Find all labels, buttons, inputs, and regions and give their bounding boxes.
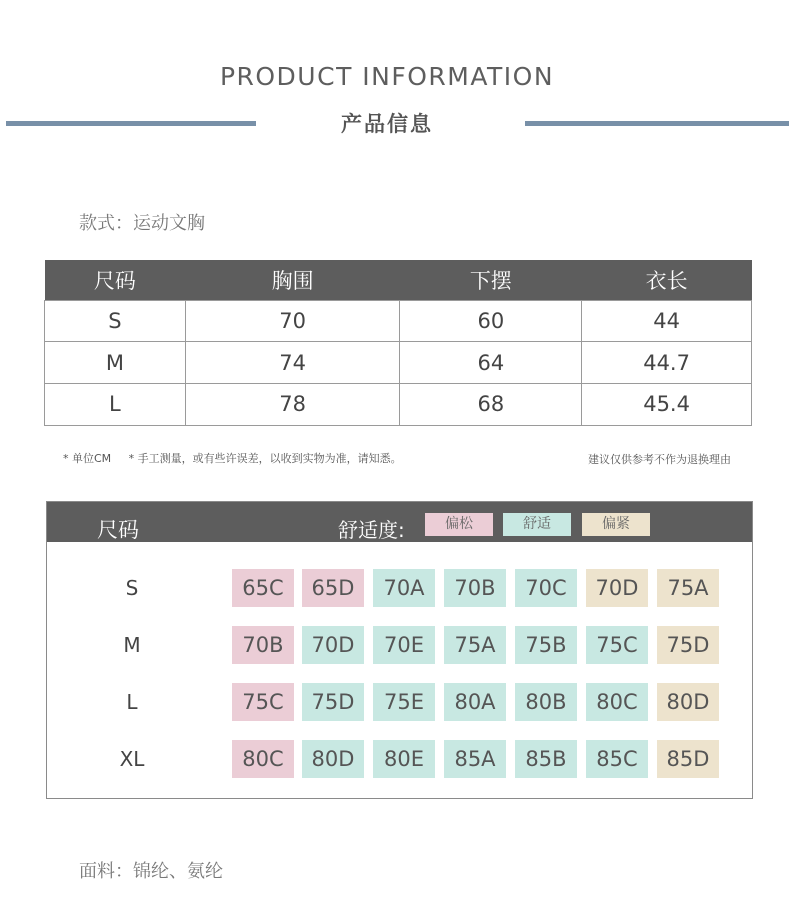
legend-tight: 偏紧 xyxy=(582,513,650,536)
decorative-line-right xyxy=(525,121,789,126)
comfort-cell: 80A xyxy=(444,683,506,721)
comfort-cell: 85C xyxy=(586,740,648,778)
comfort-row-size: XL xyxy=(119,747,145,771)
comfort-cell: 85A xyxy=(444,740,506,778)
cell-size: L xyxy=(45,383,186,425)
size-table-header xyxy=(45,260,752,300)
cell-length: 45.4 xyxy=(582,383,752,425)
cell-hem: 68 xyxy=(400,383,582,425)
cell-bust: 70 xyxy=(185,300,400,342)
comfort-cell: 80B xyxy=(515,683,577,721)
comfort-cell: 75C xyxy=(586,626,648,664)
size-table xyxy=(44,260,752,426)
comfort-cell: 75E xyxy=(373,683,435,721)
cell-bust: 74 xyxy=(185,342,400,384)
comfort-cell: 80E xyxy=(373,740,435,778)
header-length: 衣长 xyxy=(582,260,752,300)
table-row xyxy=(45,342,752,384)
comfort-cell: 80C xyxy=(232,740,294,778)
table-row xyxy=(45,300,752,342)
comfort-header xyxy=(47,502,752,542)
comfort-row-size: L xyxy=(126,690,138,714)
header-size: 尺码 xyxy=(45,260,186,300)
cell-hem: 60 xyxy=(400,300,582,342)
comfort-cell: 70E xyxy=(373,626,435,664)
comfort-level-label: 舒适度: xyxy=(338,518,405,542)
table-row xyxy=(45,383,752,425)
cell-length: 44.7 xyxy=(582,342,752,384)
comfort-cell: 70B xyxy=(232,626,294,664)
comfort-cell: 70C xyxy=(515,569,577,607)
comfort-size-label: 尺码 xyxy=(97,518,139,542)
comfort-cell: 70D xyxy=(302,626,364,664)
comfort-cell: 70A xyxy=(373,569,435,607)
comfort-cell: 75A xyxy=(657,569,719,607)
style-description: 款式：运动文胸 xyxy=(79,213,205,234)
comfort-cell: 80D xyxy=(302,740,364,778)
fabric-description: 面料：锦纶、氨纶 xyxy=(79,861,223,882)
header-hem: 下摆 xyxy=(400,260,582,300)
comfort-cell: 70B xyxy=(444,569,506,607)
unit-note: * 单位CM xyxy=(63,452,112,465)
comfort-chart xyxy=(46,501,753,799)
legend-loose: 偏松 xyxy=(425,513,493,536)
comfort-row-size: S xyxy=(125,576,139,600)
comfort-cell: 75B xyxy=(515,626,577,664)
cell-hem: 64 xyxy=(400,342,582,384)
comfort-cell: 75D xyxy=(302,683,364,721)
comfort-cell: 75D xyxy=(657,626,719,664)
comfort-cell: 80D xyxy=(657,683,719,721)
cell-size: M xyxy=(45,342,186,384)
comfort-cell: 85D xyxy=(657,740,719,778)
title-chinese: 产品信息 xyxy=(341,112,433,136)
header-bust: 胸围 xyxy=(185,260,400,300)
comfort-row-size: M xyxy=(123,633,141,657)
cell-size: S xyxy=(45,300,186,342)
comfort-cell: 75A xyxy=(444,626,506,664)
measure-note: * 手工测量，或有些许误差，以收到实物为准，请知悉。 xyxy=(128,452,402,465)
suggestion-note: 建议仅供参考不作为退换理由 xyxy=(588,453,731,466)
comfort-cell: 75C xyxy=(232,683,294,721)
measurement-notes xyxy=(63,450,416,466)
comfort-cell: 70D xyxy=(586,569,648,607)
comfort-cell: 65D xyxy=(302,569,364,607)
comfort-cell: 65C xyxy=(232,569,294,607)
cell-length: 44 xyxy=(582,300,752,342)
legend-comfortable: 舒适 xyxy=(503,513,571,536)
comfort-cell: 80C xyxy=(586,683,648,721)
title-english: PRODUCT INFORMATION xyxy=(219,62,555,91)
comfort-cell: 85B xyxy=(515,740,577,778)
cell-bust: 78 xyxy=(185,383,400,425)
